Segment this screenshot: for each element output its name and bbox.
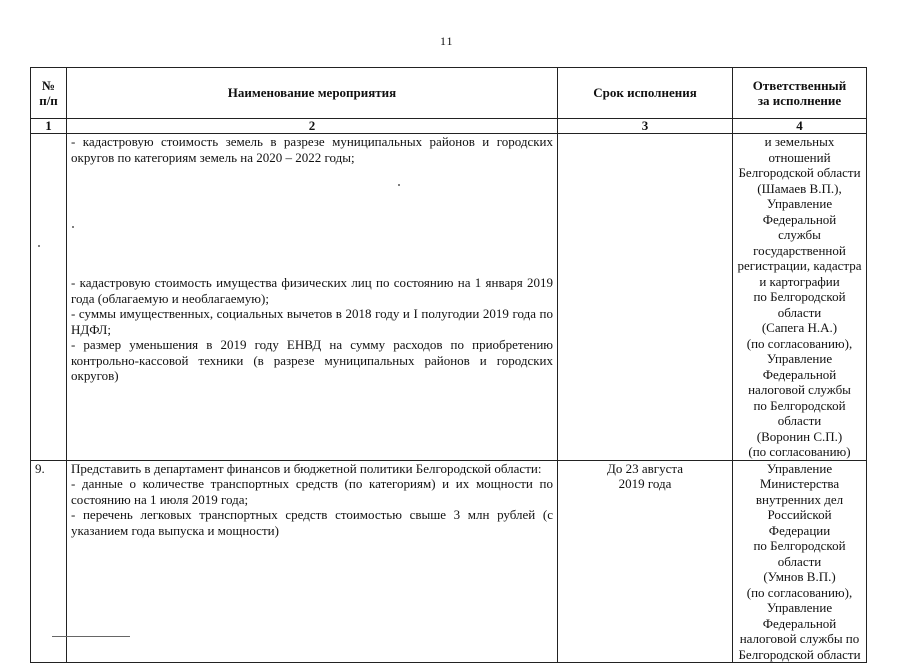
header-number-line-2: п/п [39, 93, 58, 108]
scan-edge-mark [52, 636, 130, 637]
row-9-number: 9. [31, 460, 67, 663]
event-item: - суммы имущественных, социальных вычетов в 2018 году и I полугодии 2019 года по НДФЛ; [71, 306, 553, 337]
header-responsible-line-2: за исполнение [757, 93, 842, 108]
responsible-line: (Умнов В.П.) [763, 569, 836, 584]
scan-speck [72, 226, 74, 228]
responsible-line: (Воронин С.П.) [756, 428, 843, 444]
responsible-line: Белгородской области [738, 646, 861, 662]
events-table [30, 67, 867, 663]
event-item: - данные о количестве транспортных средств (по категориям) и их мощности по состоянию на 1 июля 2019 года; [71, 476, 553, 507]
responsible-line: и картографии [759, 273, 840, 289]
table-row-9 [31, 460, 867, 663]
column-number-2: 2 [67, 119, 558, 134]
header-responsible-line-1: Ответственный [752, 77, 847, 93]
responsible-line: по Белгородской области [753, 538, 846, 569]
responsible-line: налоговой службы [748, 382, 851, 397]
responsible-line: по Белгородской области [753, 289, 846, 320]
column-number-4: 4 [733, 119, 867, 134]
responsible-line: и земельных отношений [764, 134, 835, 165]
responsible-line: Белгородской области [738, 165, 861, 180]
table-row-continued [31, 134, 867, 461]
deadline-line: До 23 августа [607, 460, 683, 476]
row-continued-number [31, 134, 67, 461]
header-event-name: Наименование мероприятия [67, 68, 558, 119]
responsible-line: (по согласованию) [748, 444, 851, 459]
event-item: - кадастровую стоимость земель в разрезе муниципальных районов и городских округов по категориям земель на 2020 – 2022 годы; [71, 134, 553, 165]
header-deadline: Срок исполнения [558, 68, 733, 119]
responsible-line: Управление Министерства [759, 460, 840, 491]
deadline-line: 2019 года [618, 476, 672, 491]
responsible-line: внутренних дел [755, 491, 844, 507]
responsible-line: регистрации, кадастра [737, 258, 862, 273]
scan-speck [38, 245, 40, 247]
row-9-event [67, 460, 558, 663]
responsible-line: (Сапега Н.А.) [761, 320, 838, 335]
responsible-line: (по согласованию), [746, 584, 853, 600]
responsible-line: службы государственной [753, 227, 846, 258]
responsible-line: Управление Федеральной [762, 600, 837, 631]
event-item: - размер уменьшения в 2019 году ЕНВД на сумму расходов по приобретению контрольно-кассовой техники (в разрезе муниципальных районов и городских округов) [71, 337, 553, 383]
event-intro: Представить в департамент финансов и бюджетной политики Белгородской области: [71, 460, 542, 476]
header-responsible [733, 68, 867, 119]
column-number-1: 1 [31, 119, 67, 134]
header-number [31, 68, 67, 119]
responsible-line: налоговой службы по [739, 631, 860, 646]
column-number-row [31, 119, 867, 134]
row-9-deadline [558, 460, 733, 663]
responsible-line: Управление Федеральной [762, 196, 837, 227]
column-number-3: 3 [558, 119, 733, 134]
table-header-row [31, 68, 867, 119]
responsible-line: Российской Федерации [767, 507, 832, 538]
row-continued-deadline [558, 134, 733, 461]
row-continued-event [67, 134, 558, 461]
responsible-line: (Шамаев В.П.), [757, 180, 842, 196]
scan-speck [398, 184, 400, 186]
row-9-responsible [733, 460, 867, 663]
responsible-line: (по согласованию), [746, 335, 853, 351]
row-continued-responsible [733, 134, 867, 461]
event-item: - кадастровую стоимость имущества физических лиц по состоянию на 1 января 2019 года (облагаемую и необлагаемую); [71, 275, 553, 306]
responsible-line: Управление Федеральной [762, 351, 837, 382]
event-item: - перечень легковых транспортных средств стоимостью свыше 3 млн рублей (с указанием года выпуска и мощности) [71, 507, 553, 538]
responsible-line: по Белгородской области [753, 397, 846, 428]
page-number: 11 [440, 34, 454, 48]
header-number-line-1: № [41, 77, 56, 93]
